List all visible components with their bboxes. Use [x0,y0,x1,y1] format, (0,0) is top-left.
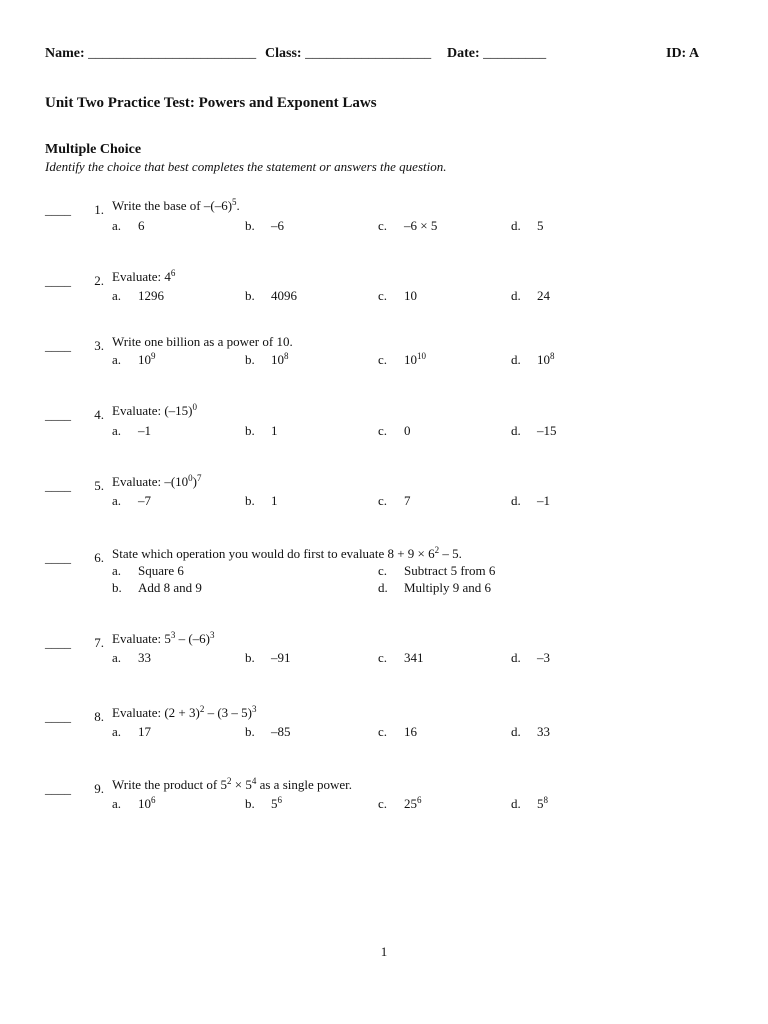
option-c[interactable]: c. $10^{10}$ [378,351,426,367]
question-number: 2. [94,273,104,288]
option-a[interactable]: a. 33 [112,650,151,665]
option-b[interactable]: b. 4096 [245,288,297,303]
option-c[interactable]: c. 7 [378,493,411,508]
class-label: Class: [265,46,302,61]
option-c[interactable]: c. 16 [378,724,417,739]
option-a[interactable]: a. Square 6 [112,563,184,578]
date-blank: _________ [483,46,547,61]
option-d[interactable]: d. 33 [511,724,550,739]
question-number: 8. [94,709,104,724]
question-stem: Evaluate: $-(10^0)^7$ [112,473,202,489]
question-number: 3. [94,338,104,353]
answer-blank[interactable]: ____ [45,273,71,288]
option-d[interactable]: d. $10^8$ [511,351,555,367]
page-number: 1 [380,944,388,959]
question-number: 9. [94,781,104,796]
name-blank: ________________________ [88,46,257,61]
option-c[interactable]: c. 0 [378,423,411,438]
answer-blank[interactable]: ____ [45,338,71,353]
option-d[interactable]: d. 5 [511,218,544,233]
answer-blank[interactable]: ____ [45,781,71,796]
question-stem: Write the base of $-(-6)^5$. [112,197,240,213]
answer-blank[interactable]: ____ [45,635,71,650]
question-stem: Evaluate: $4^6$ [112,268,176,284]
option-d[interactable]: d. $5^8$ [511,795,548,811]
option-b[interactable]: b. –85 [245,724,291,739]
answer-blank[interactable]: ____ [45,478,71,493]
question-stem: Write one billion as a power of 10. [112,334,293,349]
question-stem: Evaluate: $(2 + 3)^2 - (3 - 5)^3$ [112,704,257,720]
option-c[interactable]: c. Subtract 5 from 6 [378,563,496,578]
option-a[interactable]: a. 17 [112,724,151,739]
answer-blank[interactable]: ____ [45,202,71,217]
answer-blank[interactable]: ____ [45,709,71,724]
answer-blank[interactable]: ____ [45,550,71,565]
option-c[interactable]: c. 10 [378,288,417,303]
question-number: 6. [94,550,104,565]
option-b[interactable]: b. Add 8 and 9 [112,580,202,595]
option-b[interactable]: b. 1 [245,423,278,438]
section-instructions: Identify the choice that best completes the statement or answers the question. [45,159,447,174]
option-c[interactable]: c. $25^6$ [378,795,422,811]
option-b[interactable]: b. $5^6$ [245,795,282,811]
option-a[interactable]: a. $10^9$ [112,351,156,367]
option-c[interactable]: c. 341 [378,650,424,665]
answer-blank[interactable]: ____ [45,407,71,422]
name-label: Name: [45,46,85,61]
question-number: 4. [94,407,104,422]
page-title: Unit Two Practice Test: Powers and Exponent Laws [45,95,377,111]
option-d[interactable]: d. –15 [511,423,557,438]
question-stem: Evaluate: $(-15)^0$ [112,402,197,418]
question-stem: Evaluate: $5^3 - (-6)^3$ [112,630,215,646]
question-number: 7. [94,635,104,650]
question-number: 5. [94,478,104,493]
question-stem: Write the product of $5^2 \times 5^4$ as a single power. [112,776,353,792]
option-b[interactable]: b. $10^8$ [245,351,289,367]
option-a[interactable]: a. $10^6$ [112,795,156,811]
option-a[interactable]: a. –7 [112,493,151,508]
option-a[interactable]: a. 1296 [112,288,164,303]
option-a[interactable]: a. –1 [112,423,151,438]
question-stem: State which operation you would do first to evaluate $8 + 9 \times 6^2 - 5$. [112,545,462,561]
option-c[interactable]: c. –6 × 5 [378,218,438,233]
option-a[interactable]: a. 6 [112,218,145,233]
date-label: Date: [447,46,480,61]
class-blank: __________________ [305,46,432,61]
class-field [265,46,431,62]
option-b[interactable]: b. 1 [245,493,278,508]
question-number: 1. [94,202,104,217]
option-d[interactable]: d. –3 [511,650,550,665]
option-b[interactable]: b. –6 [245,218,284,233]
section-heading: Multiple Choice [45,142,142,157]
date-field [447,46,546,62]
id-label: ID: A [666,46,700,61]
option-d[interactable]: d. 24 [511,288,550,303]
option-d[interactable]: d. Multiply 9 and 6 [378,580,492,595]
option-b[interactable]: b. –91 [245,650,291,665]
option-d[interactable]: d. –1 [511,493,550,508]
name-field [45,46,256,62]
